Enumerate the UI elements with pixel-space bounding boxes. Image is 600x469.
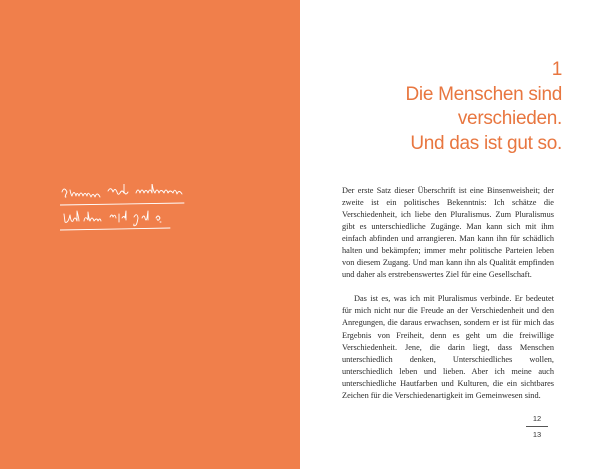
paragraph: Der erste Satz dieser Überschrift ist eine Binsenweisheit; der zweite ist ein politisches Bekenntnis: Ich schätze die Verschiedenheit, ich liebe den Pluralismus. Zum Pluralismus gibt es unterschiedliche Zugänge. Man kann sich mit ihm einfach abfinden und arrangieren. Man kann ihn für schädlich halten und bekämpfen; immer mehr politische Parteien leben von diesem Zugang. Und man kann ihn als Qualität empfinden und daher als erstrebenswertes Ziel für eine Gesellschaft. [342, 186, 554, 280]
chapter-title-line: Und das ist gut so. [410, 132, 562, 154]
page-number-right: 13 [532, 430, 542, 439]
chapter-number: 1 [551, 59, 562, 80]
chapter-title-line: Die Menschen sind [405, 83, 562, 105]
chapter-title-line: verschieden. [457, 108, 562, 129]
paragraph: Das ist es, was ich mit Pluralismus verbinde. Er bedeutet für mich nicht nur die Freude an der Verschiedenheit und den Anregungen, die daraus erwachsen, sondern er ist für mich das Ergebnis von Freiheit, denn es geht um die freiwillige Verschiedenheit. Jene, die darin liegt, dass Menschen unterschiedlich denken, Unterschiedliches wollen, unterschiedlich leben und lieben. Aber ich meine auch unterschiedliche Hautfarben und Kulturen, die ein sichtbares Zeichen für die Verschiedenartigkeit im Gemeinwesen sind. [342, 294, 554, 400]
folio-divider [526, 426, 548, 427]
handwritten-note-image [60, 184, 260, 234]
page-number-left: 12 [532, 414, 542, 423]
body-text [342, 185, 554, 402]
chapter-heading [406, 58, 562, 156]
page-numbers [526, 414, 548, 439]
